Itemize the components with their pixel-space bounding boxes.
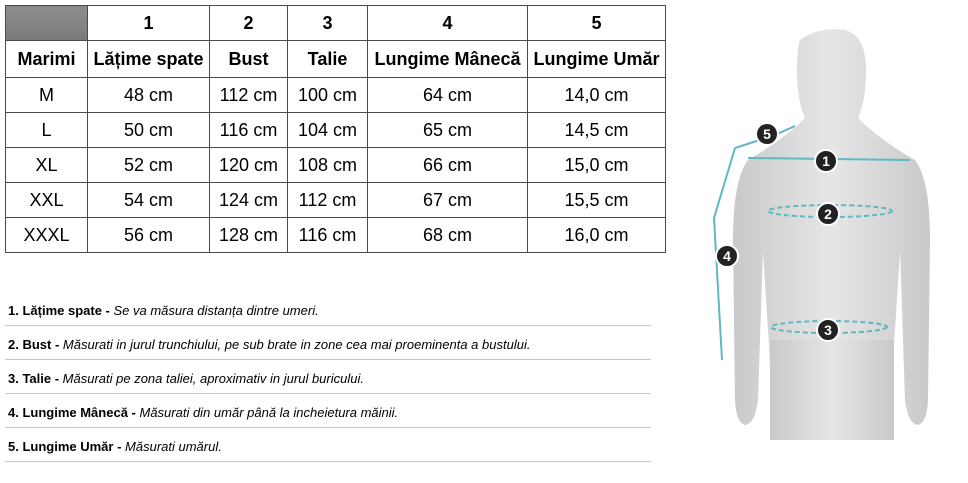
table-cell: 15,0 cm (528, 148, 666, 183)
marker-label: 5 (763, 126, 771, 142)
header-cell-back-width: Lățime spate (88, 41, 210, 78)
note-label: 3. Talie - (8, 371, 63, 386)
note-text: Măsurati in jurul trunchiului, pe sub brate in zone cea mai proeminenta a bustului. (62, 337, 531, 352)
column-number-row (6, 6, 666, 41)
table-cell: 64 cm (368, 78, 528, 113)
body-measurement-figure (695, 20, 945, 460)
table-cell: 128 cm (210, 218, 288, 253)
table-cell: 15,5 cm (528, 183, 666, 218)
table-cell: M (6, 78, 88, 113)
table-cell: 48 cm (88, 78, 210, 113)
table-cell: XL (6, 148, 88, 183)
note-label: 1. Lățime spate - (8, 303, 114, 318)
table-cell: 65 cm (368, 113, 528, 148)
table-cell: 112 cm (288, 183, 368, 218)
header-cell-waist: Talie (288, 41, 368, 78)
table-cell: 50 cm (88, 113, 210, 148)
table-row (6, 148, 666, 183)
table-cell: 67 cm (368, 183, 528, 218)
header-cell-shoulder-length: Lungime Umăr (528, 41, 666, 78)
marker-4 (716, 245, 738, 267)
column-number: 2 (210, 6, 288, 41)
table-cell: 108 cm (288, 148, 368, 183)
table-cell: 16,0 cm (528, 218, 666, 253)
marker-label: 4 (723, 248, 731, 264)
note-item (5, 394, 651, 428)
table-cell: XXXL (6, 218, 88, 253)
size-table (5, 5, 666, 253)
measurement-notes (5, 292, 651, 462)
note-label: 2. Bust - (8, 337, 63, 352)
table-cell: 56 cm (88, 218, 210, 253)
corner-cell (6, 6, 88, 41)
header-cell-size: Marimi (6, 41, 88, 78)
table-row (6, 183, 666, 218)
column-number: 1 (88, 6, 210, 41)
note-text: Se va măsura distanța dintre umeri. (113, 303, 319, 318)
marker-label: 2 (824, 206, 832, 222)
table-cell: 120 cm (210, 148, 288, 183)
header-cell-bust: Bust (210, 41, 288, 78)
note-item (5, 360, 651, 394)
note-text: Măsurati pe zona taliei, aproximativ in jurul buricului. (62, 371, 364, 386)
table-row (6, 113, 666, 148)
header-row (6, 41, 666, 78)
table-cell: 52 cm (88, 148, 210, 183)
table-cell: 112 cm (210, 78, 288, 113)
column-number: 4 (368, 6, 528, 41)
marker-label: 3 (824, 322, 832, 338)
table-cell: 14,0 cm (528, 78, 666, 113)
body-silhouette (733, 29, 930, 440)
table-cell: 124 cm (210, 183, 288, 218)
table-cell: 68 cm (368, 218, 528, 253)
note-item (5, 326, 651, 360)
table-cell: 104 cm (288, 113, 368, 148)
marker-label: 1 (822, 153, 830, 169)
table-cell: 54 cm (88, 183, 210, 218)
table-cell: 66 cm (368, 148, 528, 183)
column-number: 3 (288, 6, 368, 41)
column-number: 5 (528, 6, 666, 41)
table-cell: 14,5 cm (528, 113, 666, 148)
header-cell-sleeve-length: Lungime Mânecă (368, 41, 528, 78)
note-item (5, 428, 651, 462)
note-text: Măsurati din umăr până la incheietura măinii. (139, 405, 399, 420)
marker-5 (756, 123, 778, 145)
table-row (6, 218, 666, 253)
marker-2 (817, 203, 839, 225)
note-item (5, 292, 651, 326)
note-label: 5. Lungime Umăr - (8, 439, 126, 454)
note-text: Măsurati umărul. (125, 439, 222, 454)
table-cell: 116 cm (210, 113, 288, 148)
marker-1 (815, 150, 837, 172)
table-cell: 116 cm (288, 218, 368, 253)
table-cell: XXL (6, 183, 88, 218)
marker-3 (817, 319, 839, 341)
table-cell: L (6, 113, 88, 148)
table-cell: 100 cm (288, 78, 368, 113)
note-label: 4. Lungime Mânecă - (8, 405, 140, 420)
table-row (6, 78, 666, 113)
